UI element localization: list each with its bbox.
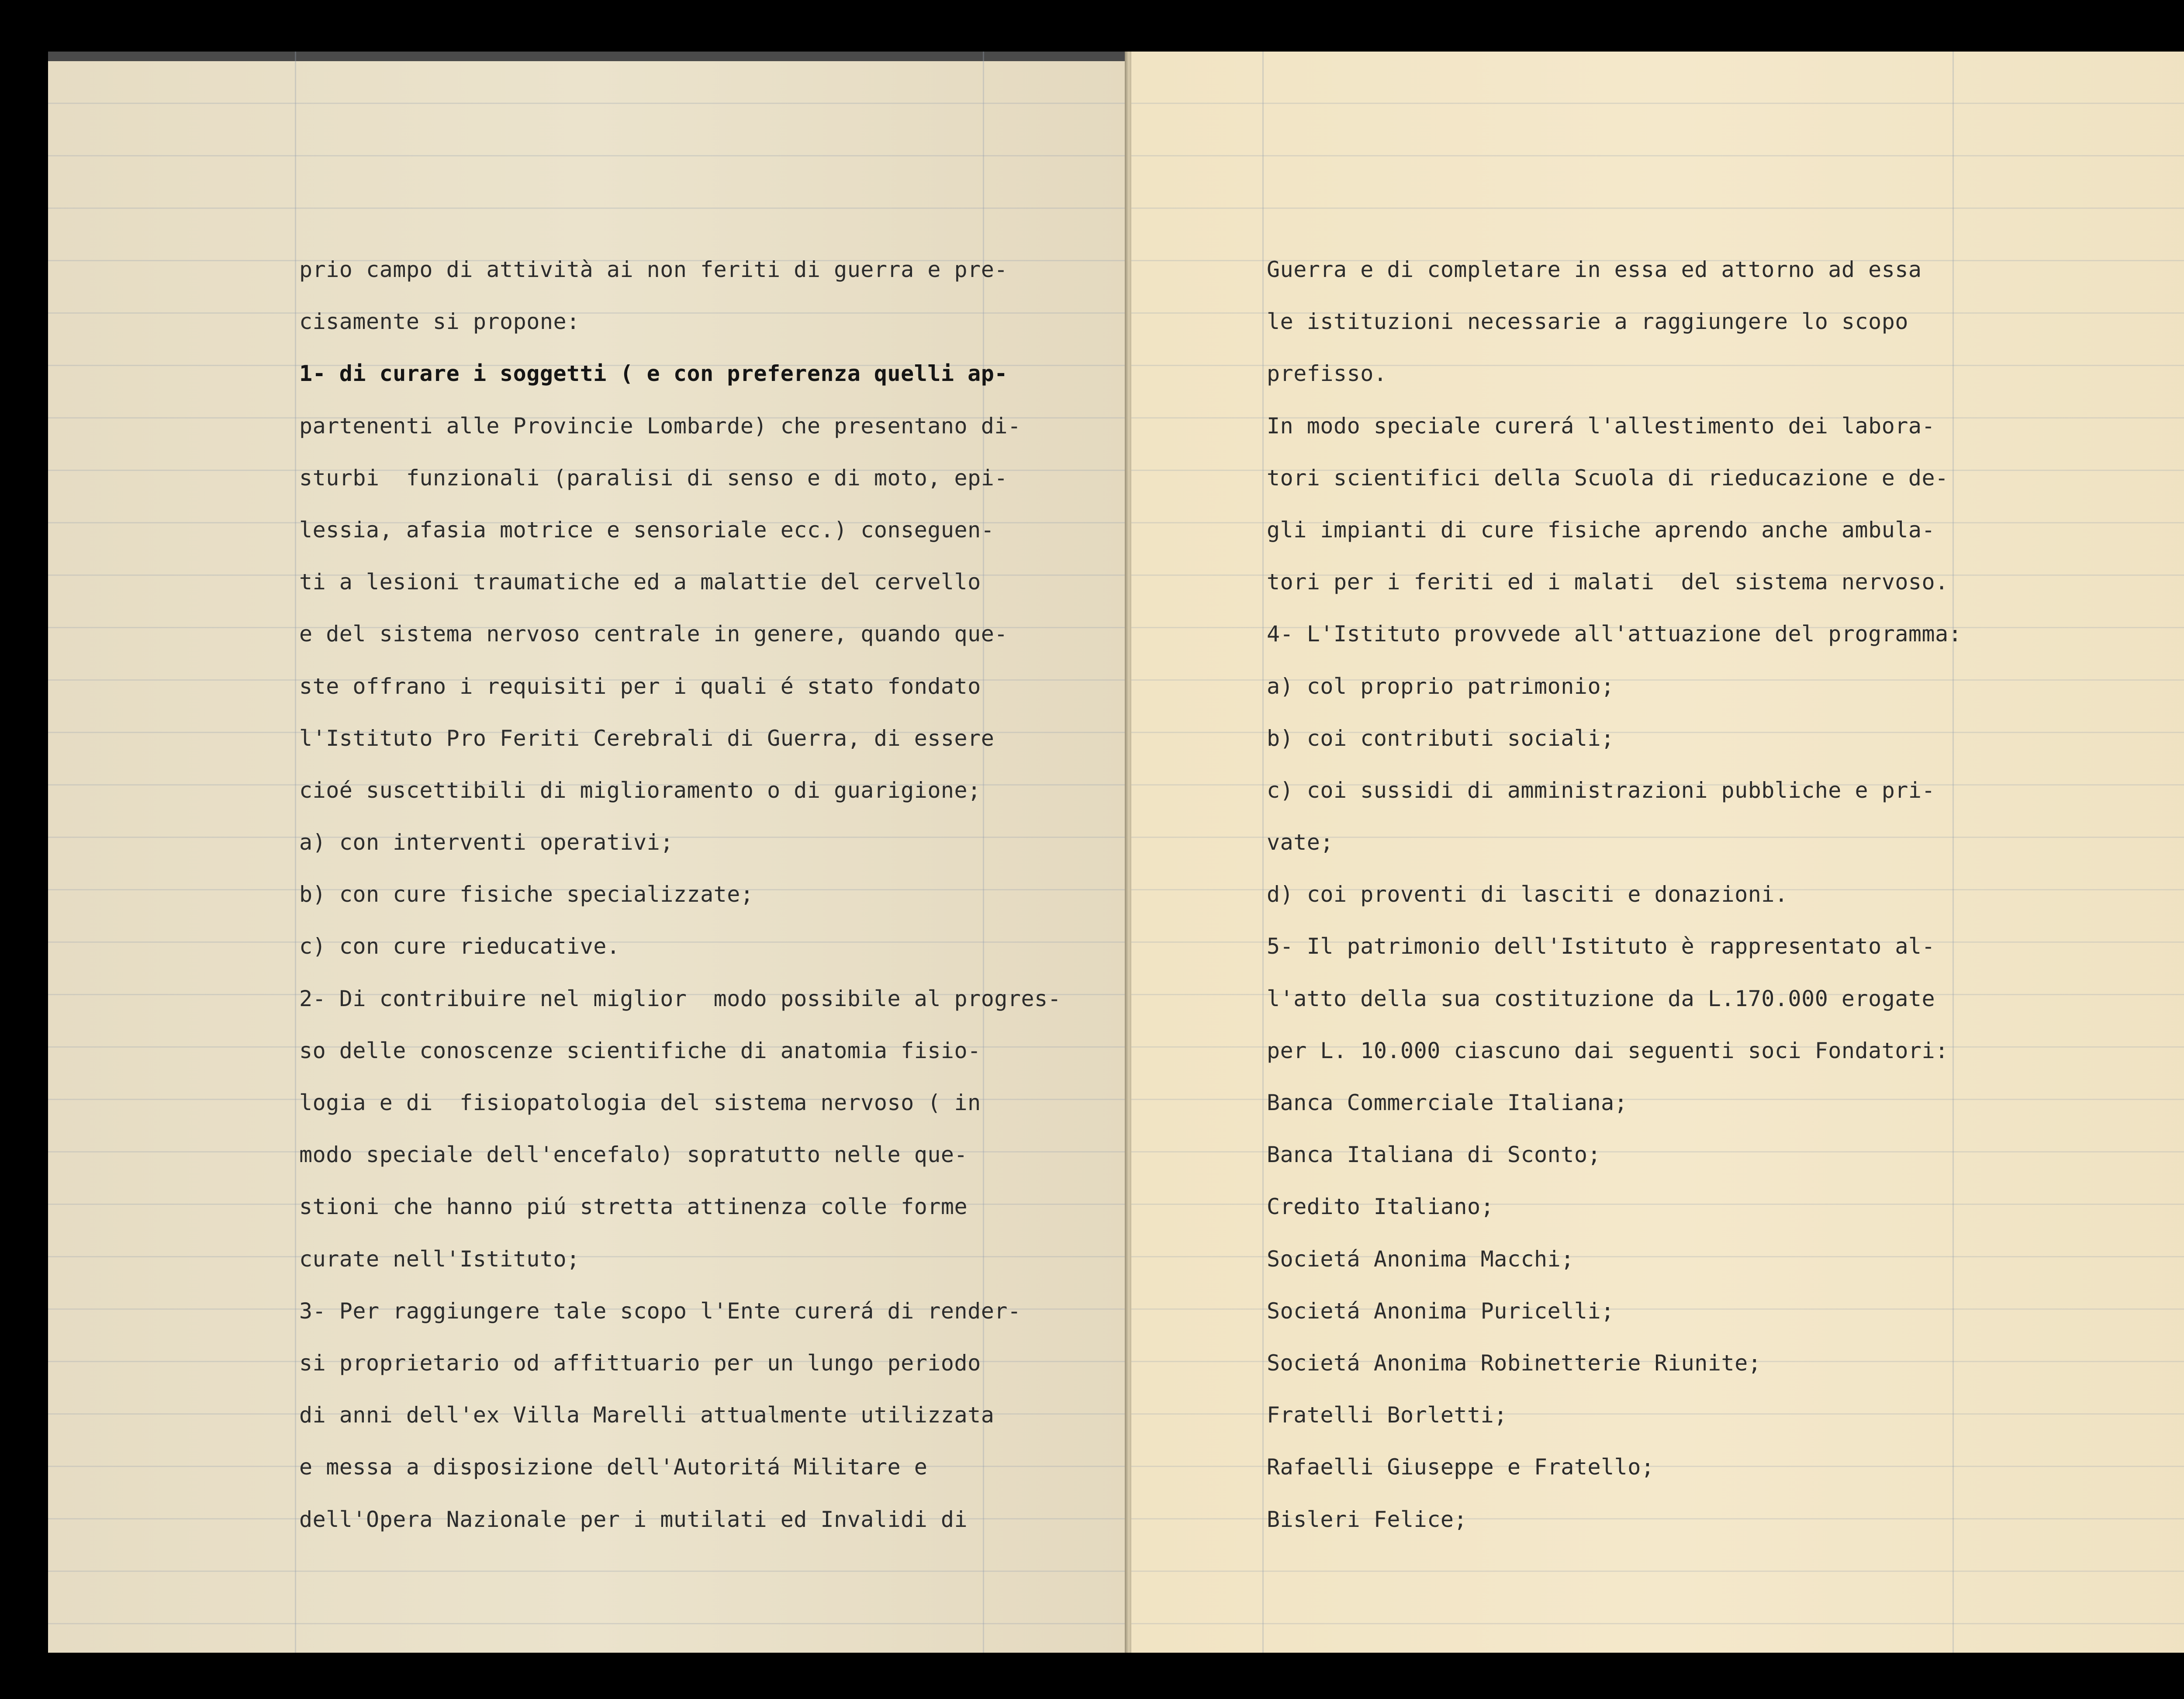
text-line: Rafaelli Giuseppe e Fratello;: [1267, 1454, 1655, 1480]
text-line: Guerra e di completare in essa ed attorno ad essa: [1267, 257, 1922, 282]
text-line: Societá Anonima Macchi;: [1267, 1246, 1574, 1272]
left-margin-line: [1262, 52, 1264, 1653]
text-line: ti a lesioni traumatiche ed a malattie del cervello: [299, 569, 981, 595]
text-line: Banca Commerciale Italiana;: [1267, 1090, 1628, 1115]
text-line: d) coi proventi di lasciti e donazioni.: [1267, 882, 1788, 907]
right-page-text: [1267, 244, 1962, 1546]
text-line: Banca Italiana di Sconto;: [1267, 1142, 1601, 1168]
text-line: si proprietario od affittuario per un lungo periodo: [299, 1350, 981, 1376]
text-line: le istituzioni necessarie a raggiungere lo scopo: [1267, 309, 1908, 335]
text-line: tori scientifici della Scuola di rieducazione e de-: [1267, 465, 1949, 491]
text-line: 4- L'Istituto provvede all'attuazione del programma:: [1267, 621, 1962, 647]
text-line: 1- di curare i soggetti ( e con preferenza quelli ap-: [299, 361, 1008, 387]
text-line: prio campo di attività ai non feriti di guerra e pre-: [299, 257, 1008, 282]
text-line: so delle conoscenze scientifiche di anatomia fisio-: [299, 1038, 981, 1063]
text-line: prefisso.: [1267, 361, 1387, 387]
text-line: e messa a disposizione dell'Autoritá Militare e: [299, 1454, 928, 1480]
right-page: [1131, 52, 2184, 1653]
left-margin-line: [295, 52, 296, 1653]
text-line: Fratelli Borletti;: [1267, 1402, 1507, 1428]
text-line: In modo speciale curerá l'allestimento dei labora-: [1267, 413, 1935, 439]
text-line: Credito Italiano;: [1267, 1194, 1494, 1220]
text-line: stioni che hanno piú stretta attinenza colle forme: [299, 1194, 968, 1220]
left-page: [48, 52, 1128, 1653]
text-line: vate;: [1267, 830, 1334, 855]
text-line: c) coi sussidi di amministrazioni pubbliche e pri-: [1267, 777, 1935, 803]
text-line: l'Istituto Pro Feriti Cerebrali di Guerra, di essere: [299, 725, 995, 751]
text-line: cioé suscettibili di miglioramento o di guarigione;: [299, 777, 981, 803]
text-line: 2- Di contribuire nel miglior modo possibile al progres-: [299, 986, 1061, 1011]
text-line: di anni dell'ex Villa Marelli attualmente utilizzata: [299, 1402, 995, 1428]
text-line: b) con cure fisiche specializzate;: [299, 882, 754, 907]
text-line: ste offrano i requisiti per i quali é stato fondato: [299, 673, 981, 699]
text-line: gli impianti di cure fisiche aprendo anche ambula-: [1267, 517, 1935, 543]
text-line: Societá Anonima Robinetterie Riunite;: [1267, 1350, 1762, 1376]
text-line: Bisleri Felice;: [1267, 1506, 1468, 1532]
text-line: logia e di fisiopatologia del sistema nervoso ( in: [299, 1090, 981, 1115]
text-line: dell'Opera Nazionale per i mutilati ed Invalidi di: [299, 1506, 968, 1532]
text-line: modo speciale dell'encefalo) sopratutto nelle que-: [299, 1142, 968, 1168]
left-page-text: [299, 244, 1061, 1546]
text-line: partenenti alle Provincie Lombarde) che presentano di-: [299, 413, 1021, 439]
page-top-edge: [48, 52, 1128, 61]
text-line: l'atto della sua costituzione da L.170.000 erogate: [1267, 986, 1935, 1011]
text-line: cisamente si propone:: [299, 309, 580, 335]
text-line: per L. 10.000 ciascuno dai seguenti soci Fondatori:: [1267, 1038, 1949, 1063]
text-line: Societá Anonima Puricelli;: [1267, 1298, 1614, 1324]
text-line: e del sistema nervoso centrale in genere, quando que-: [299, 621, 1008, 647]
text-line: sturbi funzionali (paralisi di senso e di moto, epi-: [299, 465, 1008, 491]
text-line: 5- Il patrimonio dell'Istituto è rappresentato al-: [1267, 934, 1935, 959]
text-line: a) con interventi operativi;: [299, 830, 674, 855]
text-line: curate nell'Istituto;: [299, 1246, 580, 1272]
text-line: a) col proprio patrimonio;: [1267, 673, 1614, 699]
text-line: 3- Per raggiungere tale scopo l'Ente curerá di render-: [299, 1298, 1021, 1324]
text-line: b) coi contributi sociali;: [1267, 725, 1614, 751]
text-line: c) con cure rieducative.: [299, 934, 620, 959]
text-line: lessia, afasia motrice e sensoriale ecc.) conseguen-: [299, 517, 995, 543]
text-line: tori per i feriti ed i malati del sistema nervoso.: [1267, 569, 1949, 595]
